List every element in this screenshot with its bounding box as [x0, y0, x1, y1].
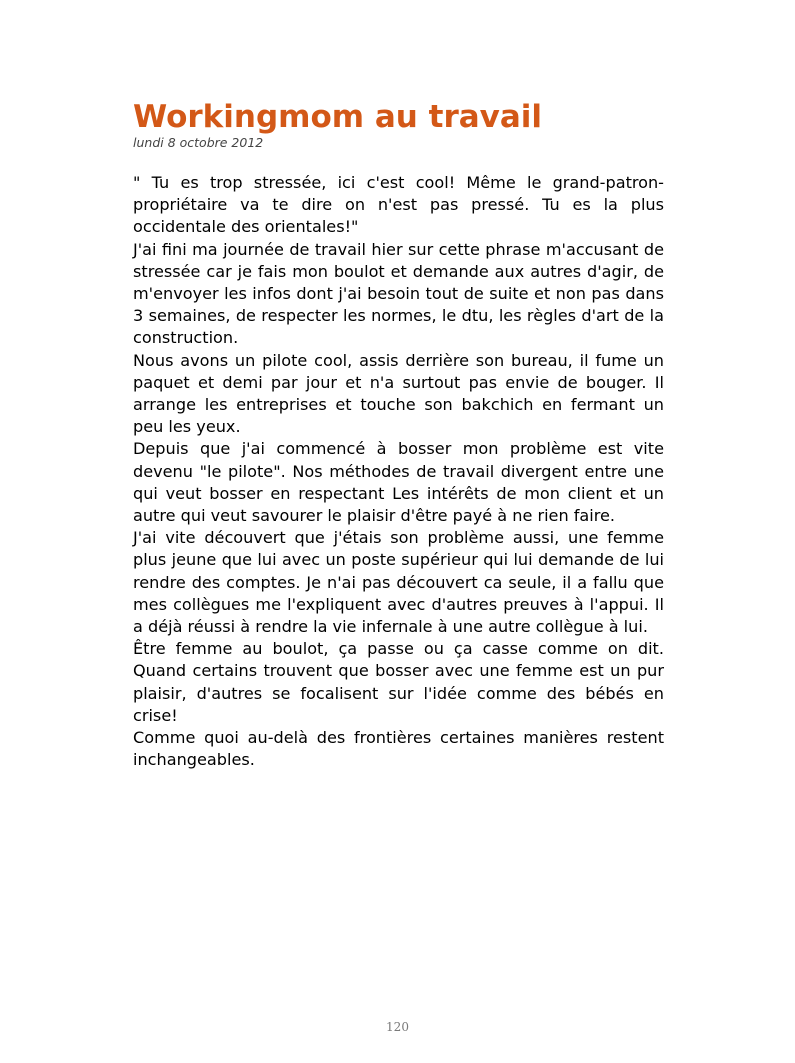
- article-paragraph: Comme quoi au-delà des frontières certaines manières restent inchangeables.: [133, 728, 664, 770]
- article-body: [133, 172, 664, 771]
- article-paragraph: Être femme au boulot, ça passe ou ça casse comme on dit. Quand certains trouvent que bosser avec une femme est un pur plaisir, d'autres se focalisent sur l'idée comme des bébés en crise!: [133, 639, 664, 725]
- article-paragraph: J'ai vite découvert que j'étais son problème aussi, une femme plus jeune que lui avec un poste supérieur qui lui demande de lui rendre des comptes. Je n'ai pas découvert ca seule, il a fallu que mes collègues me l'expliquent avec d'autres preuves à l'appui. Il a déjà réussi à rendre la vie infernale à une autre collègue à lui.: [133, 528, 664, 637]
- article-paragraph: Depuis que j'ai commencé à bosser mon problème est vite devenu "le pilote". Nos méthodes de travail divergent entre une qui veut bosser en respectant Les intérêts de mon client et un autre qui veut savourer le plaisir d'être payé à ne rien faire.: [133, 439, 664, 526]
- article-paragraph: " Tu es trop stressée, ici c'est cool! Même le grand-patron-propriétaire va te dire on n'est pas pressé. Tu es la plus occidentale des orientales!": [133, 173, 664, 237]
- page-number: 120: [386, 1020, 409, 1034]
- article-paragraph: J'ai fini ma journée de travail hier sur cette phrase m'accusant de stressée car je fais mon boulot et demande aux autres d'agir, de m'envoyer les infos dont j'ai besoin tout de suite et non pas dans 3 semaines, de respecter les normes, le dtu, les règles d'art de la construction.: [133, 239, 664, 348]
- article-paragraph: Nous avons un pilote cool, assis derrière son bureau, il fume un paquet et demi par jour et n'a surtout pas envie de bouger. Il arrange les entreprises et touche son bakchich en fermant un peu les yeux.: [133, 350, 664, 437]
- article-date: lundi 8 octobre 2012: [133, 135, 264, 150]
- article-title: Workingmom au travail: [133, 99, 543, 135]
